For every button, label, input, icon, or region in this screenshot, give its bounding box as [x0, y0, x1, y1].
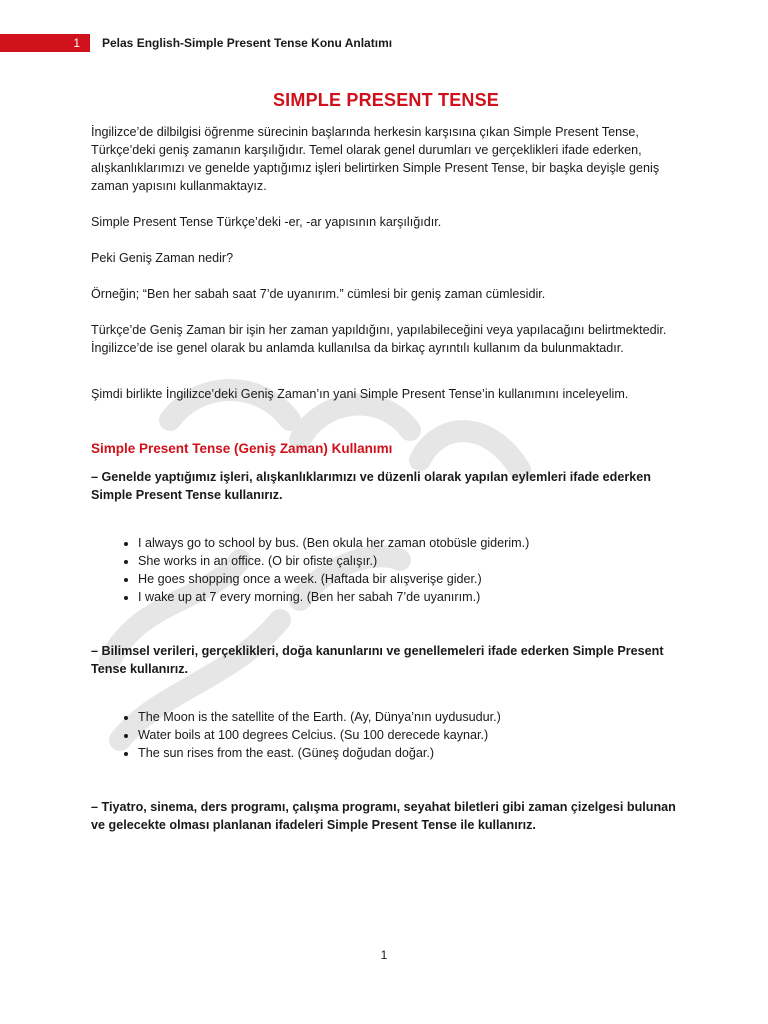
paragraph-example: Örneğin; “Ben her sabah saat 7’de uyanırım.” cümlesi bir geniş zaman cümlesidir.: [91, 287, 546, 301]
page-number: 1: [380, 948, 388, 962]
list-item: • He goes shopping once a week. (Haftada bir alışverişe gider.): [138, 570, 681, 588]
document-body: [91, 90, 681, 834]
list-item: • I wake up at 7 every morning. (Ben her sabah 7’de uyanırım.): [138, 588, 681, 606]
paragraph-lets-examine: Şimdi birlikte İngilizce’deki Geniş Zaman’ın yani Simple Present Tense’in kullanımını inceleyelim.: [91, 387, 629, 401]
usage-schedules: – Tiyatro, sinema, ders programı, çalışma programı, seyahat biletleri gibi zaman çizelgesi bulunan ve gelecekte olması planlanan ifadeleri Simple Present Tense ile kullanırız.: [91, 800, 676, 832]
list-item: • The Moon is the satellite of the Earth. (Ay, Dünya’nın uydusudur.): [138, 708, 681, 726]
paragraph-er-ar: Simple Present Tense Türkçe’deki -er, -ar yapısının karşılığıdır.: [91, 215, 442, 229]
list-item: • Water boils at 100 degrees Celcius. (Su 100 derecede kaynar.): [138, 726, 681, 744]
document-title: SIMPLE PRESENT TENSE: [272, 90, 500, 110]
examples-list-habits: [91, 534, 681, 606]
intro-paragraph: İngilizce’de dilbilgisi öğrenme sürecinin başlarında herkesin karşısına çıkan Simple Present Tense, Türkçe’deki geniş zamanın karşılığıdır. Temel olarak genel durumları ve gerçeklikleri ifade ederken, alışkanlıklarımızı ve genelde yaptığımız işleri belirtirken Simple Present Tense, bir başka deyişle geniş zaman yapısını kullanmaktayız.: [91, 125, 660, 193]
usage-habits: – Genelde yaptığımız işleri, alışkanlıklarımızı ve düzenli olarak yapılan eylemleri ifade ederken Simple Present Tense kullanırız.: [91, 470, 651, 502]
paragraph-question: Peki Geniş Zaman nedir?: [91, 251, 234, 265]
list-item: • She works in an office. (O bir ofiste çalışır.): [138, 552, 681, 570]
usage-facts: – Bilimsel verileri, gerçeklikleri, doğa kanunlarını ve genellemeleri ifade ederken Simple Present Tense kullanırız.: [91, 644, 664, 676]
examples-list-facts: [91, 708, 681, 762]
list-item: • I always go to school by bus. (Ben okula her zaman otobüsle giderim.): [138, 534, 681, 552]
section-heading-usage: Simple Present Tense (Geniş Zaman) Kullanımı: [91, 441, 393, 456]
header-page-tab: 1: [0, 34, 90, 52]
list-item: • The sun rises from the east. (Güneş doğudan doğar.): [138, 744, 681, 762]
paragraph-turkish-usage: Türkçe’de Geniş Zaman bir işin her zaman yapıldığını, yapılabileceğini veya yapılacağını belirtmektedir. İngilizce’de ise genel olarak bu anlamda kullanılsa da birkaç ayrıntılı kullanım da bulunmaktadır.: [91, 323, 667, 355]
page-header: [0, 34, 768, 54]
header-title: Pelas English-Simple Present Tense Konu Anlatımı: [102, 36, 393, 50]
